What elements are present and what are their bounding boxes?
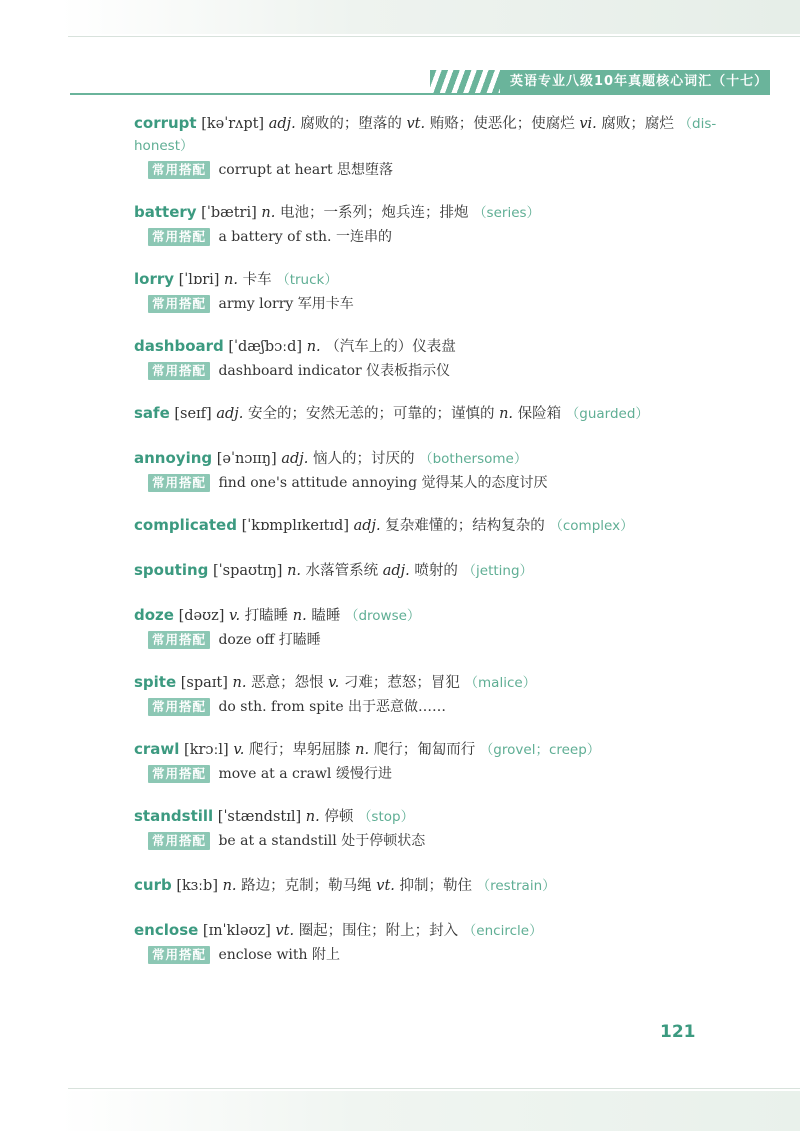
definition: 安全的；安然无恙的；可靠的；谨慎的: [247, 406, 495, 422]
collocation-line: [134, 472, 734, 494]
phonetic: [krɔːl]: [184, 742, 229, 758]
headword: curb: [134, 876, 172, 894]
entry-definition-line: [134, 335, 734, 358]
synonym: （dis-honest）: [134, 116, 717, 154]
entry-definition-line: [134, 112, 734, 157]
collocation: find one's attitude annoying 觉得某人的态度讨厌: [218, 475, 548, 491]
synonym: （truck）: [276, 272, 338, 288]
collocation-tag: 常用搭配: [148, 295, 210, 313]
phonetic: [kəˈrʌpt]: [201, 116, 265, 132]
synonym: （restrain）: [476, 878, 556, 894]
page-number: 121: [660, 1022, 696, 1042]
collocation-tag: 常用搭配: [148, 474, 210, 492]
collocation: a battery of sth. 一连串的: [218, 229, 392, 245]
synonym: （grovel；creep）: [479, 742, 601, 758]
collocation: enclose with 附上: [218, 947, 340, 963]
entry-definition-line: [134, 268, 734, 291]
definition: 抑制；勒住: [399, 878, 473, 894]
definition: 打瞌睡: [244, 608, 289, 624]
phonetic: [ˈdæʃbɔːd]: [228, 339, 303, 355]
headword: lorry: [134, 270, 175, 288]
definition: 水落管系统: [305, 563, 379, 579]
definition: 恶意；怨恨: [251, 675, 324, 691]
part-of-speech: n.: [224, 272, 238, 288]
phonetic: [ˈstændstɪl]: [217, 809, 302, 825]
part-of-speech: n.: [222, 878, 237, 894]
part-of-speech: adj.: [216, 406, 244, 422]
entry-definition-line: [134, 919, 734, 942]
vocab-entry: [134, 447, 734, 494]
entry-definition-line: [134, 402, 734, 425]
entry-definition-line: [134, 514, 734, 537]
part-of-speech: vi.: [579, 116, 597, 132]
vocab-entry: [134, 402, 734, 425]
entry-definition-line: [134, 738, 734, 761]
definition: 圈起；围住；附上；封入: [298, 923, 459, 939]
part-of-speech: vt.: [376, 878, 395, 894]
collocation-tag: 常用搭配: [148, 161, 210, 179]
top-rule: [68, 36, 800, 37]
headword: crawl: [134, 740, 180, 758]
entry-definition-line: [134, 201, 734, 224]
part-of-speech: v.: [228, 608, 241, 624]
headword: dashboard: [134, 337, 224, 355]
collocation: corrupt at heart 思想堕落: [218, 162, 394, 178]
synonym: （encircle）: [462, 923, 543, 939]
phonetic: [spaɪt]: [180, 675, 228, 691]
synonym: （complex）: [549, 518, 634, 534]
synonym: （bothersome）: [419, 451, 528, 467]
phonetic: [ɪnˈkləʊz]: [202, 923, 271, 939]
collocation: doze off 打瞌睡: [218, 632, 321, 648]
collocation: be at a standstill 处于停顿状态: [218, 833, 426, 849]
definition: （汽车上的）仪表盘: [325, 339, 456, 355]
vocab-entry: [134, 604, 734, 651]
vocabulary-list: [134, 112, 734, 966]
vocab-entry: [134, 738, 734, 785]
part-of-speech: n.: [305, 809, 320, 825]
vocab-entry: [134, 201, 734, 248]
headword: standstill: [134, 807, 214, 825]
collocation: dashboard indicator 仪表板指示仪: [218, 363, 451, 379]
vocab-entry: [134, 514, 734, 537]
synonym: （stop）: [357, 809, 415, 825]
bottom-decorative-band: [60, 1091, 800, 1131]
collocation-tag: 常用搭配: [148, 765, 210, 783]
entry-definition-line: [134, 874, 734, 897]
collocation-line: [134, 944, 734, 966]
definition: 保险箱: [517, 406, 562, 422]
entry-definition-line: [134, 559, 734, 582]
phonetic: [ˈbætri]: [201, 205, 257, 221]
header-slash-decoration: [430, 70, 500, 94]
synonym: （malice）: [464, 675, 537, 691]
part-of-speech: n.: [306, 339, 321, 355]
vocab-entry: [134, 874, 734, 897]
collocation-tag: 常用搭配: [148, 362, 210, 380]
collocation-line: [134, 226, 734, 248]
collocation: move at a crawl 缓慢行进: [218, 766, 392, 782]
part-of-speech: n.: [292, 608, 307, 624]
collocation-line: [134, 830, 734, 852]
phonetic: [ˈkɒmplɪkeɪtɪd]: [241, 518, 349, 534]
definition: 爬行；匍匐而行: [373, 742, 476, 758]
definition: 卡车: [242, 272, 272, 288]
phonetic: [kɜːb]: [176, 878, 218, 894]
definition: 爬行；卑躬屈膝: [249, 742, 351, 758]
header-title: 英语专业八级10年真题核心词汇（十七）: [500, 70, 770, 94]
entry-definition-line: [134, 447, 734, 470]
collocation-line: [134, 293, 734, 315]
headword: complicated: [134, 516, 237, 534]
entry-definition-line: [134, 604, 734, 627]
collocation-line: [134, 629, 734, 651]
headword: enclose: [134, 921, 199, 939]
phonetic: [əˈnɔɪɪŋ]: [216, 451, 277, 467]
part-of-speech: v.: [233, 742, 245, 758]
part-of-speech: adj.: [281, 451, 309, 467]
collocation-tag: 常用搭配: [148, 631, 210, 649]
part-of-speech: adj.: [353, 518, 381, 534]
collocation-line: [134, 159, 734, 181]
definition: 恼人的；讨厌的: [312, 451, 415, 467]
collocation-tag: 常用搭配: [148, 832, 210, 850]
collocation-tag: 常用搭配: [148, 946, 210, 964]
headword: corrupt: [134, 114, 197, 132]
vocab-entry: [134, 268, 734, 315]
headword: spite: [134, 673, 177, 691]
entry-definition-line: [134, 671, 734, 694]
collocation-tag: 常用搭配: [148, 698, 210, 716]
part-of-speech: n.: [355, 742, 370, 758]
definition: 腐败的；堕落的: [300, 116, 402, 132]
collocation-line: [134, 360, 734, 382]
headword: doze: [134, 606, 174, 624]
bottom-rule: [68, 1088, 800, 1089]
headword: annoying: [134, 449, 213, 467]
part-of-speech: n.: [232, 675, 247, 691]
collocation: do sth. from spite 出于恶意做……: [218, 699, 447, 715]
collocation: army lorry 军用卡车: [218, 296, 354, 312]
synonym: （drowse）: [344, 608, 421, 624]
definition: 复杂难懂的；结构复杂的: [385, 518, 545, 534]
vocab-entry: [134, 112, 734, 181]
collocation-tag: 常用搭配: [148, 228, 210, 246]
definition: 停顿: [324, 809, 354, 825]
headword: safe: [134, 404, 170, 422]
part-of-speech: n.: [499, 406, 514, 422]
synonym: （guarded）: [565, 406, 649, 422]
phonetic: [dəʊz]: [178, 608, 225, 624]
phonetic: [seɪf]: [174, 406, 212, 422]
definition: 腐败；腐烂: [601, 116, 674, 132]
definition: 喷射的: [414, 563, 458, 579]
part-of-speech: adj.: [268, 116, 296, 132]
collocation-line: [134, 696, 734, 718]
running-header: [0, 70, 800, 94]
phonetic: [ˈspaʊtɪŋ]: [213, 563, 283, 579]
vocab-entry: [134, 919, 734, 966]
vocab-entry: [134, 559, 734, 582]
collocation-line: [134, 763, 734, 785]
vocab-entry: [134, 335, 734, 382]
entry-definition-line: [134, 805, 734, 828]
part-of-speech: n.: [287, 563, 302, 579]
part-of-speech: n.: [261, 205, 276, 221]
definition: 贿赂；使恶化；使腐烂: [429, 116, 575, 132]
headword: battery: [134, 203, 197, 221]
synonym: （jetting）: [462, 563, 534, 579]
vocab-entry: [134, 671, 734, 718]
part-of-speech: v.: [328, 675, 340, 691]
vocab-entry: [134, 805, 734, 852]
definition: 瞌睡: [311, 608, 341, 624]
top-decorative-band: [60, 0, 800, 34]
synonym: （series）: [473, 205, 541, 221]
headword: spouting: [134, 561, 209, 579]
part-of-speech: adj.: [382, 563, 410, 579]
definition: 刁难；惹怒；冒犯: [343, 675, 460, 691]
part-of-speech: vt.: [275, 923, 295, 939]
definition: 路边；克制；勒马绳: [241, 878, 372, 894]
definition: 电池；一系列；炮兵连；排炮: [279, 205, 469, 221]
part-of-speech: vt.: [406, 116, 426, 132]
phonetic: [ˈlɒri]: [178, 272, 220, 288]
